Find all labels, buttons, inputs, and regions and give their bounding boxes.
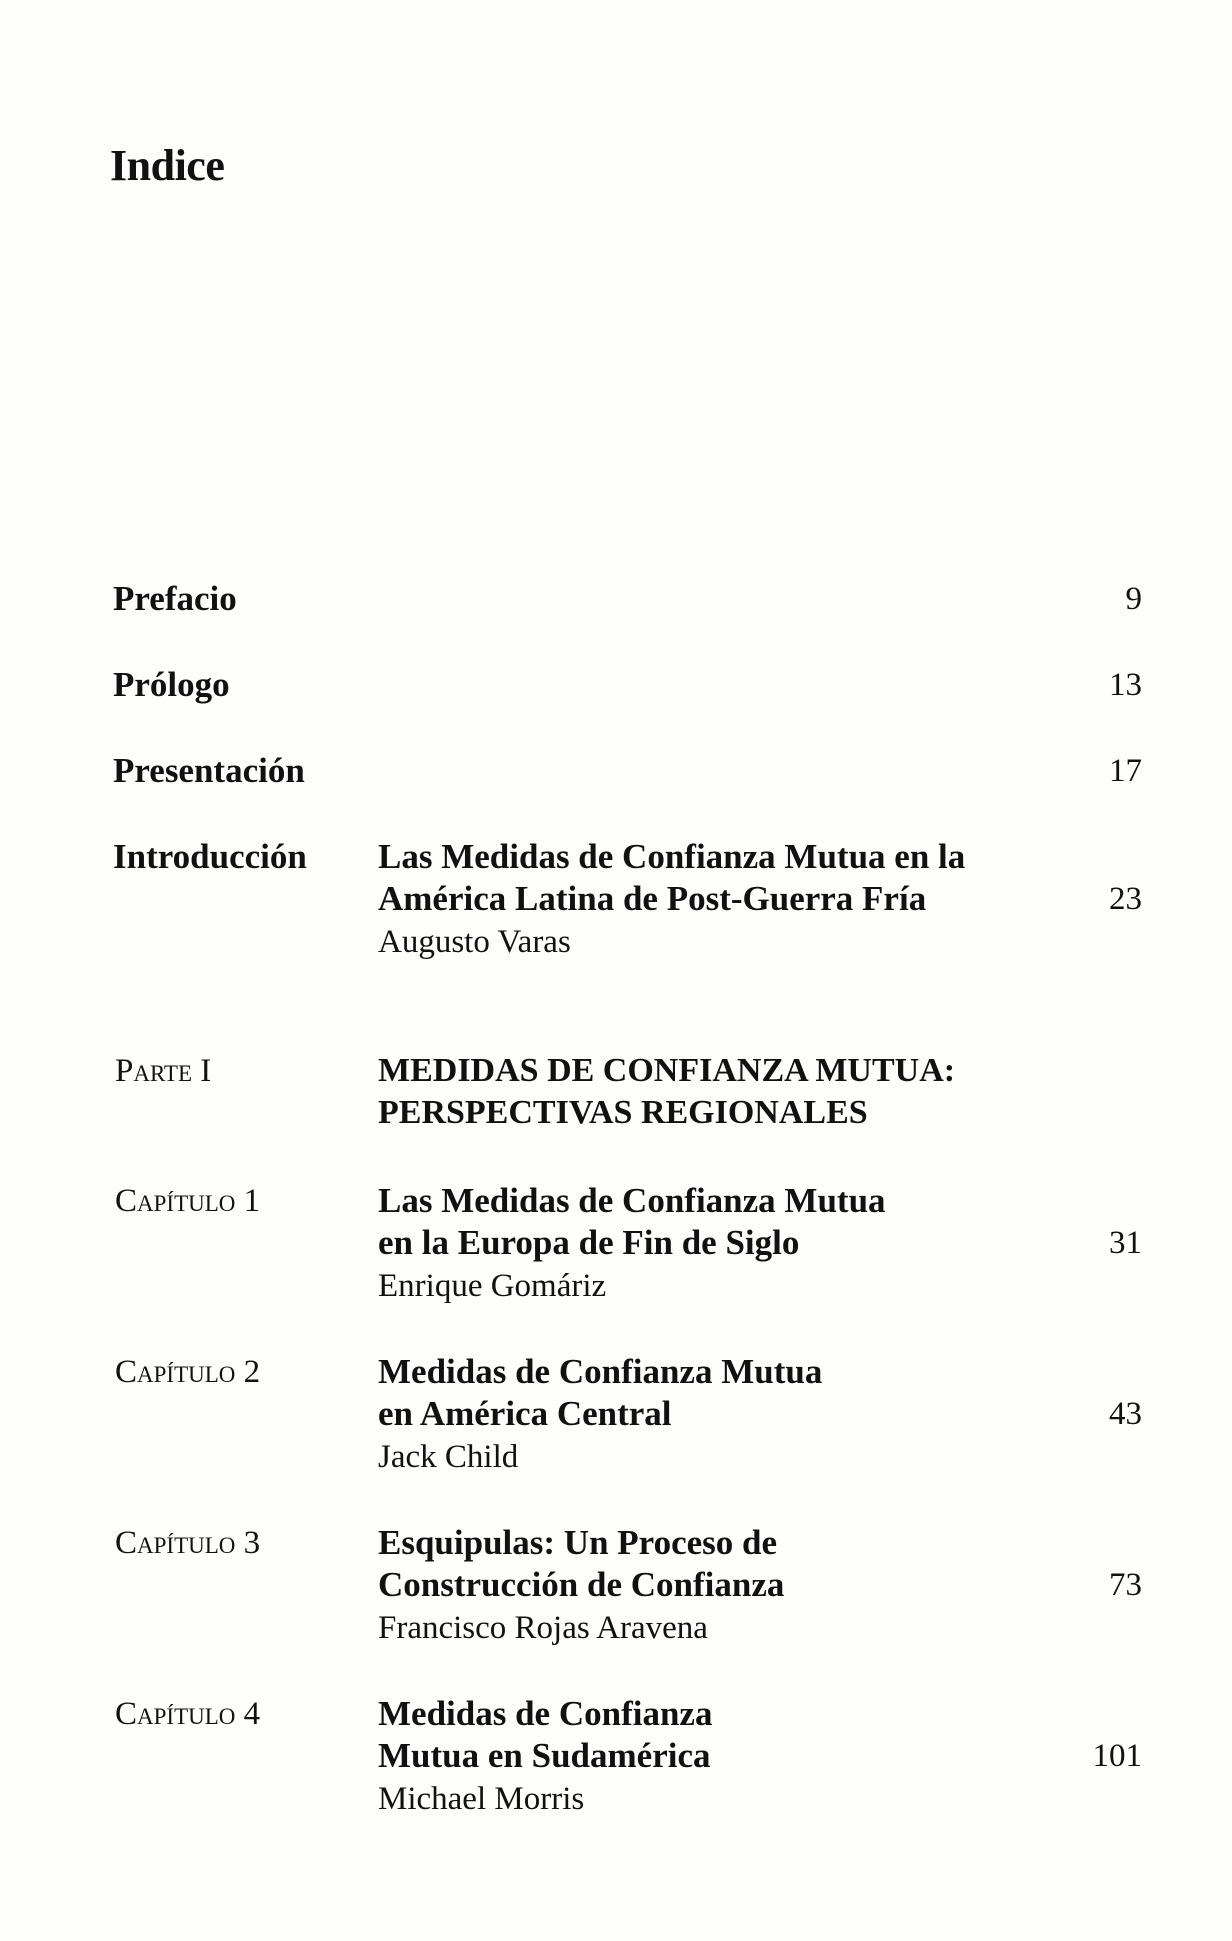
page-number: 31 — [1109, 1225, 1142, 1261]
page-number: 43 — [1109, 1396, 1142, 1432]
part-label: Parte I — [115, 1053, 212, 1089]
entry-body — [378, 1693, 712, 1821]
entry-label: Presentación — [113, 751, 305, 790]
entry-title-line: Medidas de Confianza — [378, 1694, 713, 1733]
page-number: 13 — [1109, 667, 1142, 703]
entry-title-line: Esquipulas: Un Proceso de — [378, 1523, 778, 1562]
entry-title-line: Construcción de Confianza — [378, 1565, 785, 1604]
entry-title-line: Las Medidas de Confianza Mutua en la — [378, 837, 966, 876]
chapter-label: Capítulo 2 — [115, 1354, 261, 1390]
chapter-label: Capítulo 3 — [115, 1525, 261, 1561]
entry-title-line: Las Medidas de Confianza Mutua — [378, 1181, 886, 1220]
entry-body — [378, 1351, 822, 1479]
toc-entry-prefacio — [0, 578, 1232, 618]
toc-entry-chapter-4 — [0, 1693, 1232, 1817]
page-number: 9 — [1125, 581, 1142, 617]
entry-author: Michael Morris — [378, 1781, 585, 1817]
toc-entry-prologo — [0, 664, 1232, 704]
chapter-label: Capítulo 4 — [115, 1696, 261, 1732]
entry-label: Prólogo — [113, 665, 230, 704]
entry-label: Prefacio — [113, 579, 237, 618]
toc-entry-presentacion — [0, 750, 1232, 790]
page-title: Indice — [110, 141, 225, 190]
entry-body — [378, 1522, 784, 1650]
entry-body — [378, 1180, 886, 1308]
entry-author: Enrique Gomáriz — [378, 1268, 607, 1304]
part-title-line: PERSPECTIVAS REGIONALES — [378, 1094, 868, 1131]
entry-title-line: América Latina de Post-Guerra Fría — [378, 879, 927, 918]
entry-author: Francisco Rojas Aravena — [378, 1610, 708, 1646]
page-number: 23 — [1109, 881, 1142, 917]
toc-entry-chapter-3 — [0, 1522, 1232, 1646]
page-number: 101 — [1092, 1738, 1142, 1774]
toc-entry-chapter-1 — [0, 1180, 1232, 1304]
entry-author: Augusto Varas — [378, 924, 571, 960]
entry-title-line: Mutua en Sudamérica — [378, 1736, 711, 1775]
part-title-line: MEDIDAS DE CONFIANZA MUTUA: — [378, 1052, 956, 1089]
toc-entry-chapter-2 — [0, 1351, 1232, 1475]
entry-body — [378, 836, 965, 964]
entry-label: Introducción — [113, 837, 307, 876]
entry-title-line: en la Europa de Fin de Siglo — [378, 1223, 800, 1262]
toc-entry-introduccion — [0, 836, 1232, 960]
page-number: 17 — [1109, 753, 1142, 789]
page-number: 73 — [1109, 1567, 1142, 1603]
toc-part-heading — [0, 1050, 1232, 1131]
entry-author: Jack Child — [378, 1439, 519, 1475]
entry-title-line: en América Central — [378, 1394, 672, 1433]
chapter-label: Capítulo 1 — [115, 1183, 261, 1219]
part-body — [378, 1050, 955, 1134]
entry-title-line: Medidas de Confianza Mutua — [378, 1352, 823, 1391]
